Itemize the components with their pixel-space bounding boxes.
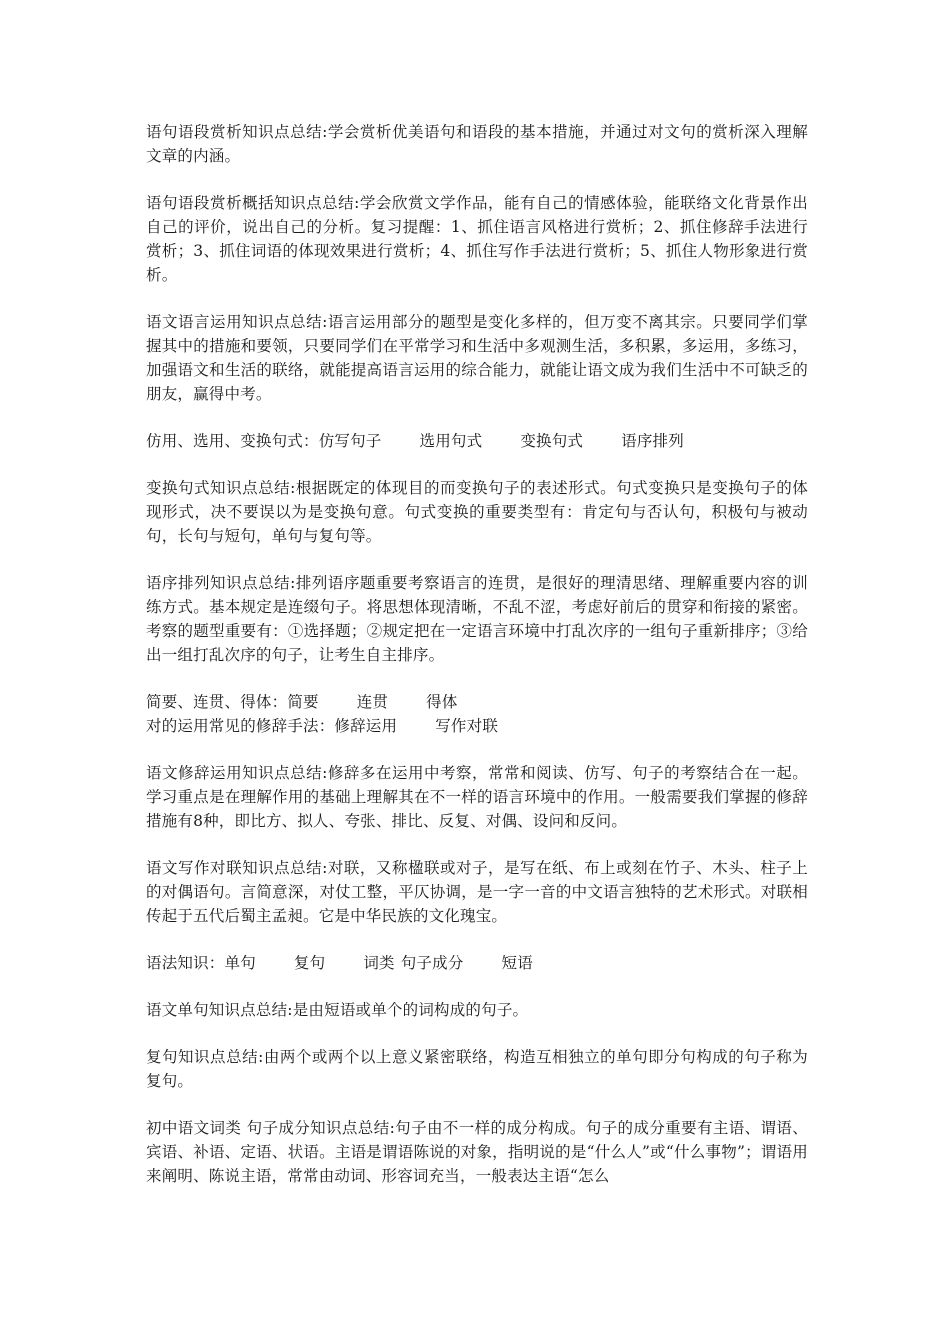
heading-rhetoric-label: 对的运用常见的修辞手法： (146, 717, 335, 735)
heading-item-select: 选用句式 (419, 432, 483, 450)
paragraph-couplet: 语文写作对联知识点总结:对联，又称楹联或对子，是写在纸、布上或刻在竹子、木头、柱子上的对偶语句。言简意深，对仗工整，平仄协调，是一字一音的中文语言独特的艺术形式。对联相传起于五代后蜀主孟昶。它是中华民族的文化瑰宝。 (146, 859, 808, 925)
paragraph-compound-sentence: 复句知识点总结:由两个或两个以上意义紧密联络，构造互相独立的单句即分句构成的句子称为复句。 (146, 1048, 808, 1090)
heading-item-transform: 变换句式 (520, 432, 584, 450)
heading-item-order: 语序排列 (621, 432, 684, 450)
heading-item-phrase: 短语 (501, 954, 533, 972)
paragraph-sentence-appreciation: 语句语段赏析知识点总结:学会赏析优美语句和语段的基本措施，并通过对文句的赏析深入理解文章的内涵。 (146, 123, 808, 165)
heading-sentence-forms (146, 429, 808, 453)
heading-grammar-label: 语法知识： (146, 954, 225, 972)
heading-concise-label: 简要、连贯、得体： (146, 693, 288, 711)
heading-item-coherent: 连贯 (356, 693, 389, 711)
heading-item-compound-sentence: 复句 (293, 954, 326, 972)
heading-rhetoric (146, 714, 808, 738)
heading-concise-coherent (146, 690, 808, 714)
document-page (146, 120, 808, 1211)
paragraph-sentence-components: 初中语文词类 句子成分知识点总结:句子由不一样的成分构成。句子的成分重要有主语、谓语、宾语、补语、定语、状语。主语是谓语陈说的对象，指明说的是“什么人”或“什么事物”；谓语用来阐明、陈说主语，常常由动词、形容词充当，一般表达主语“怎么 (146, 1119, 808, 1185)
heading-item-couplet: 写作对联 (435, 717, 499, 735)
heading-item-word-class: 词类 (363, 954, 395, 972)
paragraph-language-use: 语文语言运用知识点总结:语言运用部分的题型是变化多样的，但万变不离其宗。只要同学们掌握其中的措施和要领，只要同学们在平常学习和生活中多观测生活，多积累，多运用，多练习，加强语文和生活的联络，就能提高语言运用的综合能力，就能让语文成为我们生活中不可缺乏的朋友，赢得中考。 (146, 313, 808, 403)
heading-item-simple-sentence: 单句 (224, 954, 256, 972)
heading-item-concise: 简要 (287, 693, 319, 711)
heading-grammar (146, 951, 808, 975)
paragraph-transform-sentences: 变换句式知识点总结:根据既定的体现目的而变换句子的表述形式。句式变换只是变换句子的体现形式，决不要误以为是变换句意。句式变换的重要类型有：肯定句与否认句，积极句与被动句，长句与短句，单句与复句等。 (146, 479, 808, 545)
heading-sentence-forms-label: 仿用、选用、变换句式： (146, 432, 319, 450)
heading-item-sentence-components: 句子成分 (400, 954, 464, 972)
heading-item-appropriate: 得体 (426, 693, 458, 711)
paragraph-simple-sentence: 语文单句知识点总结:是由短语或单个的词构成的句子。 (146, 1001, 529, 1019)
paragraph-rhetoric-use: 语文修辞运用知识点总结:修辞多在运用中考察，常常和阅读、仿写、句子的考察结合在一起。学习重点是在理解作用的基础上理解其在不一样的语言环境中的作用。一般需要我们掌握的修辞措施有8种，即比方、拟人、夸张、排比、反复、对偶、设问和反问。 (146, 764, 808, 830)
paragraph-appreciation-summary: 语句语段赏析概括知识点总结:学会欣赏文学作品，能有自己的情感体验，能联络文化背景作出自己的评价，说出自己的分析。复习提醒：1、抓住语言风格进行赏析；2、抓住修辞手法进行赏析；3、抓住词语的体现效果进行赏析；4、抓住写作手法进行赏析；5、抓住人物形象进行赏析。 (146, 194, 808, 284)
heading-item-rhetoric-use: 修辞运用 (334, 717, 398, 735)
paragraph-word-order: 语序排列知识点总结:排列语序题重要考察语言的连贯，是很好的理清思绪、理解重要内容的训练方式。基本规定是连缀句子。将思想体现清晰，不乱不涩，考虑好前后的贯穿和衔接的紧密。考察的题型重要有：①选择题；②规定把在一定语言环境中打乱次序的一组句子重新排序；③给出一组打乱次序的句子，让考生自主排序。 (146, 574, 808, 664)
heading-item-imitate: 仿写句子 (318, 432, 382, 450)
